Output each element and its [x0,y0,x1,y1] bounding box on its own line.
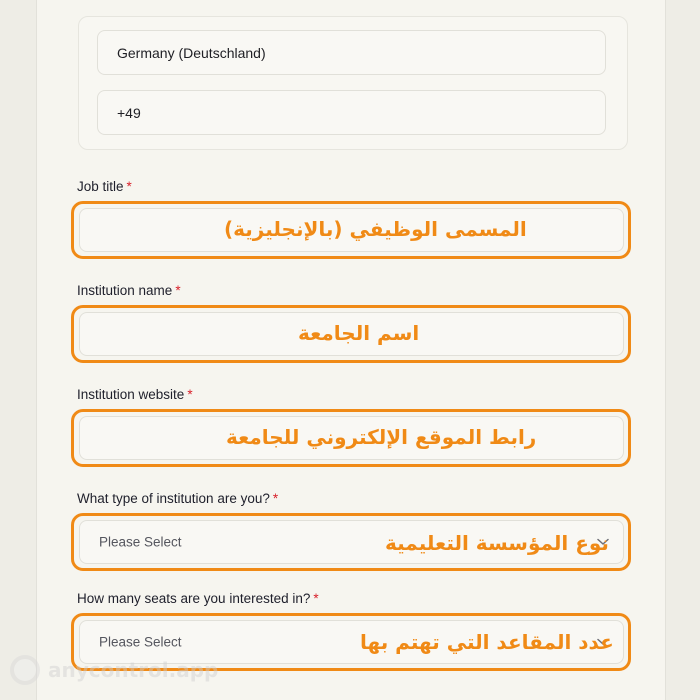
required-asterisk: * [313,591,319,606]
institution-type-label: What type of institution are you? * [77,491,279,506]
seats-placeholder: Please Select [99,634,182,650]
job-title-annotation: المسمى الوظيفي (بالإنجليزية) [224,217,527,241]
institution-name-annotation: اسم الجامعة [298,321,420,345]
institution-name-label: Institution name * [77,283,181,298]
watermark [10,655,218,685]
phone-number-input[interactable] [97,90,606,135]
seats-label: How many seats are you interested in? * [77,591,319,606]
required-asterisk: * [175,283,181,298]
seats-annotation: عدد المقاعد التي تهتم بها [360,630,614,654]
institution-website-label: Institution website * [77,387,193,402]
institution-website-annotation: رابط الموقع الإلكتروني للجامعة [226,425,537,449]
watermark-text: anycontrol.app [48,658,219,682]
dial-code-value: +49 [117,104,141,121]
country-value: Germany (Deutschland) [117,44,266,61]
required-asterisk: * [272,491,279,506]
country-select[interactable] [97,30,606,75]
anycontrol-logo-icon [10,655,40,685]
institution-type-placeholder: Please Select [99,534,182,550]
required-asterisk: * [126,179,132,194]
job-title-label: Job title * [77,179,132,194]
institution-type-annotation: نوع المؤسسة التعليمية [385,531,609,555]
required-asterisk: * [187,387,193,402]
